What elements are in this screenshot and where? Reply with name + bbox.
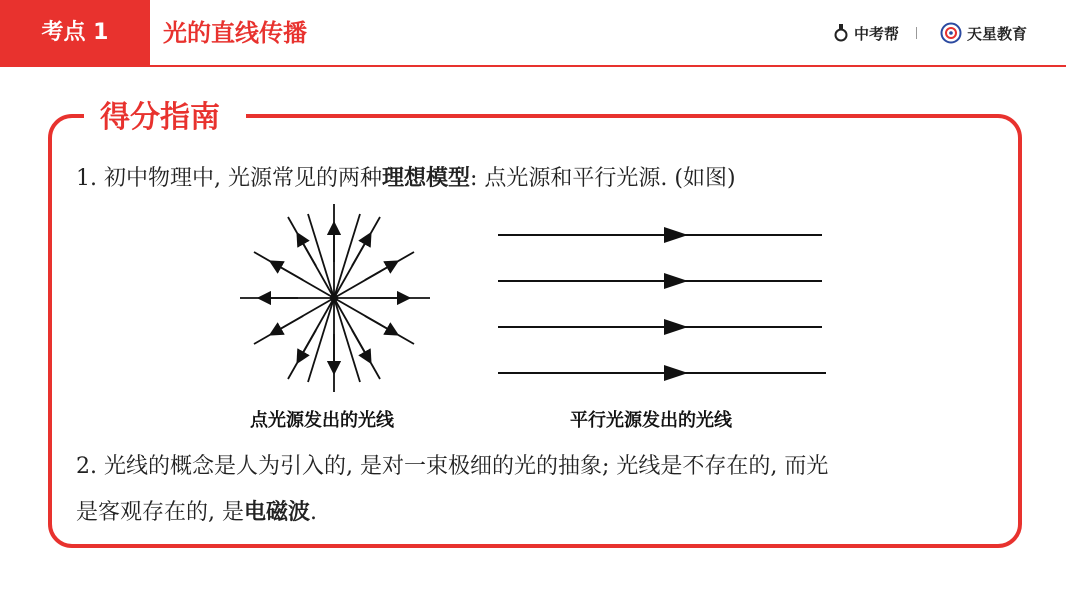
globe-logo-icon <box>940 22 962 44</box>
brand-tianxing <box>940 22 1027 44</box>
brand-zhongkaobang <box>834 22 899 44</box>
p1-bold: 理想模型 <box>381 166 470 191</box>
panel-title: 得分指南 <box>100 100 220 135</box>
p2-text-b: . <box>310 500 318 525</box>
topic-title: 光的直线传播 <box>163 19 307 47</box>
p1-text-b: : 点光源和平行光源. (如图) <box>470 166 736 191</box>
p2-text-a: 是客观存在的, 是 <box>76 500 244 525</box>
topic-tag: 考点 1 <box>0 0 150 66</box>
paragraph-1 <box>76 160 736 198</box>
header-bar <box>0 0 1066 67</box>
brand1-label: 中考帮 <box>854 24 900 43</box>
brand2-label: 天星教育 <box>967 24 1028 43</box>
parallel-rays <box>498 235 826 373</box>
caption-point-source: 点光源发出的光线 <box>250 410 394 431</box>
lightbulb-icon <box>834 23 848 43</box>
p1-text-a: 1. 初中物理中, 光源常见的两种 <box>76 166 382 191</box>
parallel-source-diagram <box>496 224 828 382</box>
caption-parallel-source: 平行光源发出的光线 <box>570 410 732 431</box>
point-source-dot <box>330 294 338 302</box>
point-source-diagram <box>234 202 434 394</box>
paragraph-2-line-1: 2. 光线的概念是人为引入的, 是对一束极细的光的抽象; 光线是不存在的, 而光 <box>76 454 829 479</box>
parallel-arrows <box>656 235 676 373</box>
paragraph-2-line-2 <box>76 494 317 532</box>
brand-divider <box>916 27 917 39</box>
p2-bold: 电磁波 <box>244 500 311 525</box>
